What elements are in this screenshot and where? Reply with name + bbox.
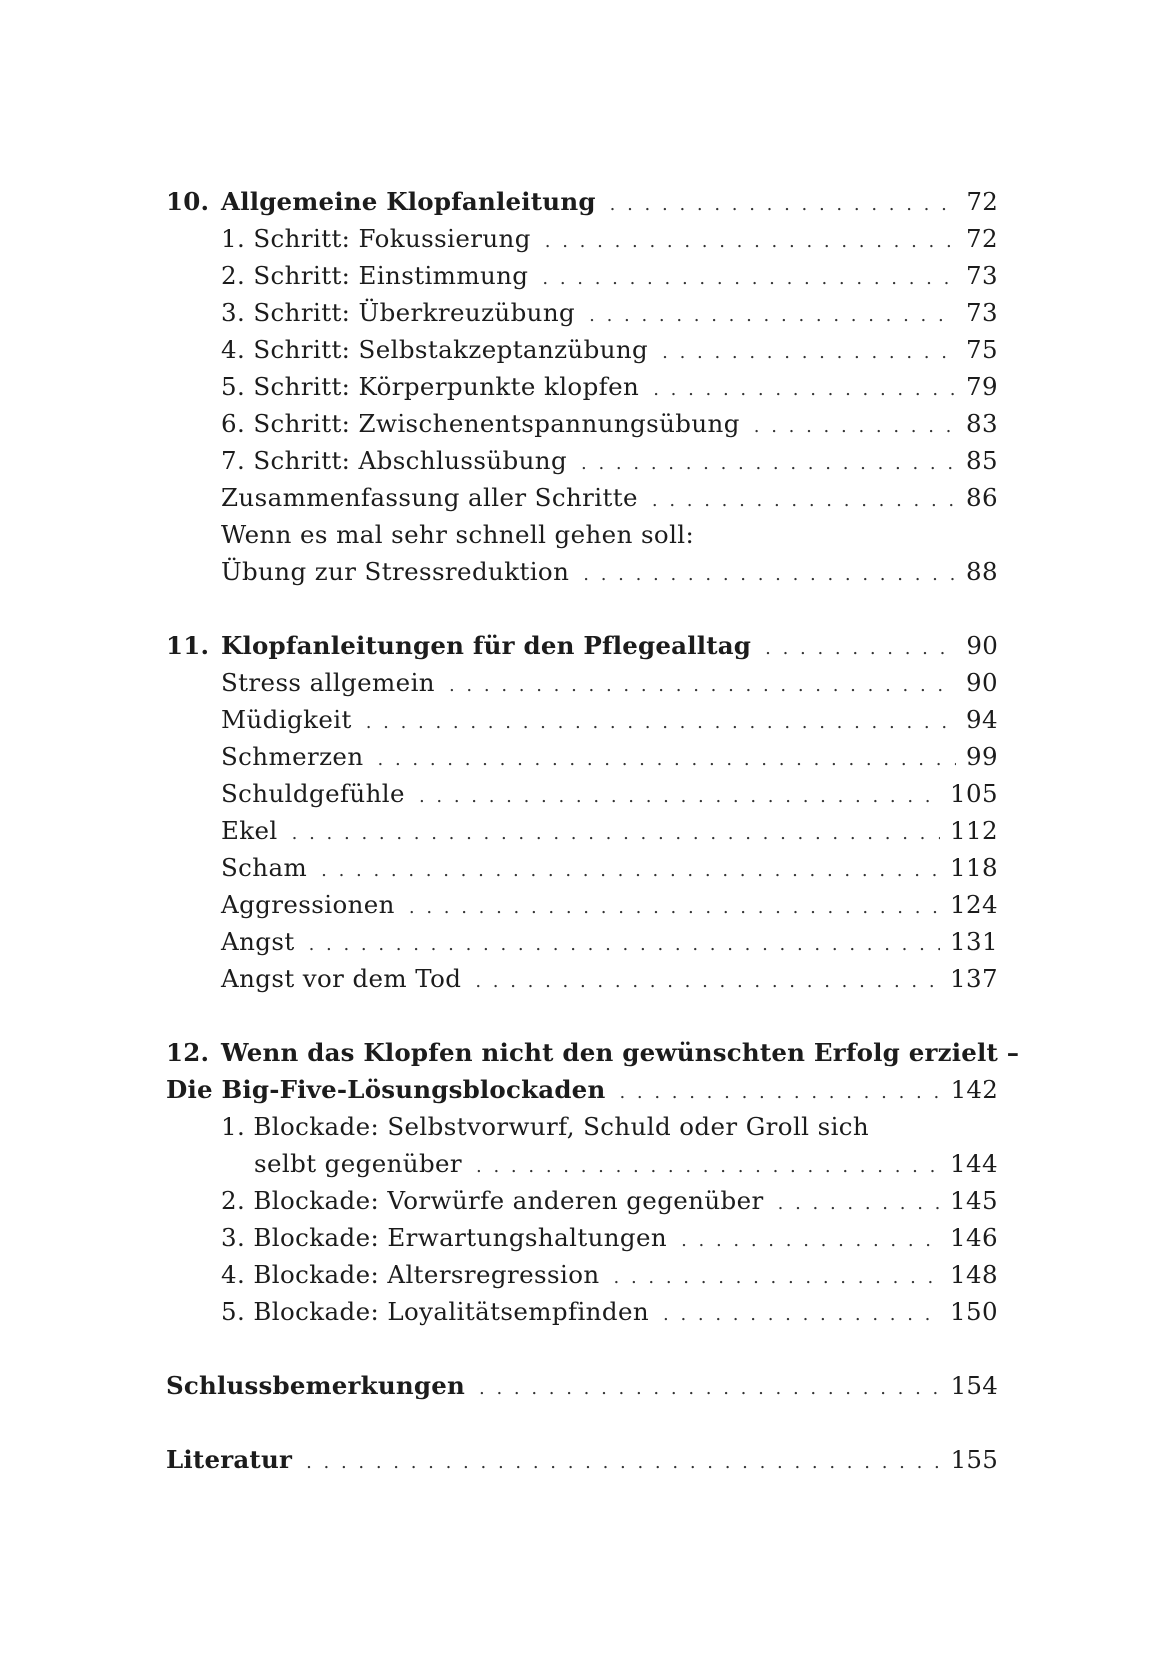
dot-leader <box>542 260 956 297</box>
entry-title: 6. Schritt: Zwischenentspannungsübung <box>221 409 740 438</box>
chapter-title: Literatur <box>166 1445 293 1474</box>
entry-title: Übung zur Stressreduktion <box>221 557 570 586</box>
page-number: 150 <box>950 1297 998 1326</box>
toc-entry <box>166 405 998 442</box>
chapter-title: Die Big-Five-Lösungsblockaden <box>166 1075 606 1104</box>
dot-leader <box>583 556 956 593</box>
entry-title: 5. Schritt: Körperpunkte klopfen <box>221 372 640 401</box>
dot-leader <box>378 741 957 778</box>
page-number: 90 <box>966 668 998 697</box>
toc-entry <box>166 1145 998 1182</box>
entry-title: Angst vor dem Tod <box>221 964 462 993</box>
dot-leader <box>449 667 956 704</box>
entry-title: 5. Blockade: Loyalitätsempfinden <box>221 1297 650 1326</box>
page-number: 145 <box>950 1186 998 1215</box>
chapter-number: 10. <box>166 187 210 216</box>
entry-title: Scham <box>221 853 308 882</box>
dot-leader <box>306 1444 941 1481</box>
dot-leader <box>681 1222 940 1259</box>
toc-entry <box>166 1293 998 1330</box>
toc-entry-first-line <box>166 1108 998 1145</box>
toc-entry <box>166 257 998 294</box>
dot-leader <box>765 630 956 667</box>
toc-closing-heading <box>166 1441 998 1478</box>
entry-title: 1. Schritt: Fokussierung <box>221 224 531 253</box>
dot-leader <box>545 223 956 260</box>
page-number: 105 <box>950 779 998 808</box>
page-number: 146 <box>950 1223 998 1252</box>
page-number: 83 <box>966 409 998 438</box>
entry-title-line1: Wenn es mal sehr schnell gehen soll: <box>221 520 695 549</box>
page-number: 73 <box>966 261 998 290</box>
dot-leader <box>309 926 940 963</box>
toc-entry <box>166 775 998 812</box>
toc-entry <box>166 664 998 701</box>
dot-leader <box>292 815 940 852</box>
entry-title: Schuldgefühle <box>221 779 405 808</box>
page-number: 144 <box>950 1149 998 1178</box>
toc-entry <box>166 442 998 479</box>
page-number: 94 <box>966 705 998 734</box>
entry-title: Müdigkeit <box>221 705 352 734</box>
toc-chapter-heading-first-line <box>166 1034 1020 1071</box>
page-number: 88 <box>966 557 998 586</box>
page-number: 72 <box>966 187 998 216</box>
dot-leader <box>662 334 956 371</box>
toc-entry <box>166 923 998 960</box>
entry-title: 7. Schritt: Abschlussübung <box>221 446 568 475</box>
toc-entry <box>166 812 998 849</box>
chapter-number: 11. <box>166 631 210 660</box>
toc-entry <box>166 1256 998 1293</box>
page-number: 154 <box>950 1371 998 1400</box>
entry-title: Schmerzen <box>221 742 364 771</box>
entry-title: 4. Schritt: Selbstakzeptanzübung <box>221 335 649 364</box>
toc-entry <box>166 479 998 516</box>
page-number: 142 <box>950 1075 998 1104</box>
dot-leader <box>476 1148 940 1185</box>
dot-leader <box>366 704 956 741</box>
dot-leader <box>581 445 956 482</box>
entry-title: 3. Schritt: Überkreuzübung <box>221 298 576 327</box>
section-gap <box>166 1330 998 1367</box>
toc-entry <box>166 368 998 405</box>
entry-title-line1: 1. Blockade: Selbstvorwurf, Schuld oder Groll sich <box>221 1112 870 1141</box>
dot-leader <box>409 889 940 926</box>
toc-entry <box>166 294 998 331</box>
page-number: 148 <box>950 1260 998 1289</box>
chapter-title: Allgemeine Klopfanleitung <box>221 187 596 216</box>
dot-leader <box>652 482 956 519</box>
dot-leader <box>614 1259 941 1296</box>
chapter-title: Schlussbemerkungen <box>166 1371 465 1400</box>
page-number: 137 <box>950 964 998 993</box>
dot-leader <box>619 1074 940 1111</box>
toc-entry <box>166 331 998 368</box>
page-number: 85 <box>966 446 998 475</box>
page-number: 72 <box>966 224 998 253</box>
toc-entry <box>166 220 998 257</box>
chapter-title: Klopfanleitungen für den Pflegealltag <box>221 631 752 660</box>
entry-title: 2. Schritt: Einstimmung <box>221 261 529 290</box>
page-number: 75 <box>966 335 998 364</box>
entry-title: Ekel <box>221 816 278 845</box>
toc-entry-first-line <box>166 516 998 553</box>
section-gap <box>166 997 998 1034</box>
dot-leader <box>610 186 957 223</box>
entry-title: Aggressionen <box>221 890 395 919</box>
page-number: 99 <box>966 742 998 771</box>
toc-entry <box>166 1219 998 1256</box>
toc-chapter-heading <box>166 627 998 664</box>
toc-entry <box>166 960 998 997</box>
toc-entry <box>166 701 998 738</box>
entry-title: 4. Blockade: Altersregression <box>221 1260 600 1289</box>
entry-title: 2. Blockade: Vorwürfe anderen gegenüber <box>221 1186 764 1215</box>
dot-leader <box>653 371 956 408</box>
toc-entry <box>166 886 998 923</box>
page-number: 118 <box>950 853 998 882</box>
page-number: 86 <box>966 483 998 512</box>
dot-leader <box>321 852 940 889</box>
page-number: 131 <box>950 927 998 956</box>
page-number: 90 <box>966 631 998 660</box>
chapter-number: 12. <box>166 1038 210 1067</box>
toc-chapter-heading <box>166 1071 998 1108</box>
table-of-contents <box>166 183 1020 1478</box>
entry-title: 3. Blockade: Erwartungshaltungen <box>221 1223 668 1252</box>
section-gap <box>166 590 998 627</box>
page-number: 112 <box>950 816 998 845</box>
toc-entry <box>166 738 998 775</box>
page-number: 79 <box>966 372 998 401</box>
entry-title: Angst <box>221 927 295 956</box>
section-gap <box>166 1404 998 1441</box>
chapter-title-line1: Wenn das Klopfen nicht den gewünschten Erfolg erzielt – <box>221 1038 1020 1067</box>
page-number: 155 <box>950 1445 998 1474</box>
toc-entry <box>166 849 998 886</box>
entry-title: Stress allgemein <box>221 668 435 697</box>
dot-leader <box>778 1185 940 1222</box>
page-number: 124 <box>950 890 998 919</box>
toc-entry <box>166 1182 998 1219</box>
dot-leader <box>589 297 956 334</box>
dot-leader <box>479 1370 941 1407</box>
entry-title: selbt gegenüber <box>254 1149 463 1178</box>
dot-leader <box>754 408 956 445</box>
entry-title: Zusammenfassung aller Schritte <box>221 483 638 512</box>
dot-leader <box>419 778 940 815</box>
page-number: 73 <box>966 298 998 327</box>
dot-leader <box>663 1296 940 1333</box>
toc-chapter-heading <box>166 183 998 220</box>
toc-closing-heading <box>166 1367 998 1404</box>
dot-leader <box>475 963 940 1000</box>
toc-entry <box>166 553 998 590</box>
